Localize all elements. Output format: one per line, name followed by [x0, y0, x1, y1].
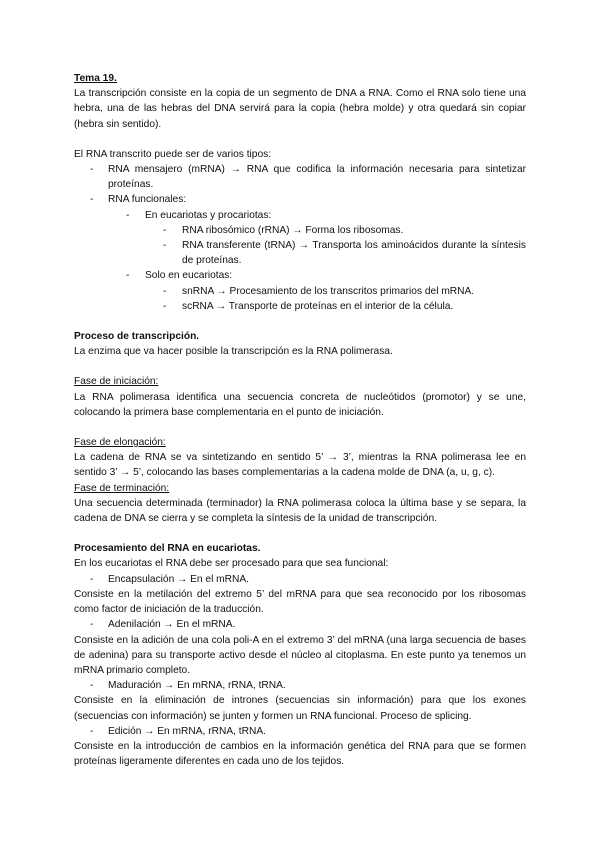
type-snrna: - snRNA → Procesamiento de los transcritos primarios del mRNA.	[145, 284, 526, 299]
types-list	[74, 162, 526, 314]
elongacion-title: Fase de elongación:	[74, 437, 166, 449]
step-text: Consiste en la adición de una cola poli-A en el extremo 3’ del mRNA (una larga secuencia de bases de adenina) para su transporte activo desde el núcleo al citoplasma. En este punto ya tenemos un mRNA primario completo.	[74, 634, 526, 676]
group-eu-pro	[108, 208, 526, 269]
group-solo-eu	[108, 268, 526, 314]
step-text: Consiste en la metilación del extremo 5’ del mRNA para que sea reconocido por los ribosomas como factor de iniciación de la traducción.	[74, 588, 526, 616]
funcionales-sublist	[108, 208, 526, 314]
step-label: - Maduración → En mRNA, rRNA, tRNA.	[74, 678, 526, 693]
step-label: - Adenilación → En el mRNA.	[74, 617, 526, 632]
step-label: - Encapsulación → En el mRNA.	[74, 572, 526, 587]
proceso-heading: Proceso de transcripción.	[74, 331, 200, 343]
proceso-text: La enzima que va hacer posible la transcripción es la RNA polimerasa.	[74, 346, 393, 358]
type-rrna: - RNA ribosómico (rRNA) → Forma los ribosomas.	[145, 223, 526, 238]
terminacion-text: Una secuencia determinada (terminador) la RNA polimerasa coloca la última base y se separa, la cadena de DNA se cierra y se completa la síntesis de la unidad de transcripción.	[74, 497, 526, 525]
eu-pro-sublist	[145, 223, 526, 269]
document-title: Tema 19.	[74, 73, 117, 84]
group-eu-pro-label: En eucariotas y procariotas:	[145, 209, 272, 221]
step-text: Consiste en la introducción de cambios en la información genética del RNA para que se formen proteínas ligeramente diferentes en cada uno de los tejidos.	[74, 740, 526, 768]
type-funcionales-label: RNA funcionales:	[108, 194, 187, 206]
type-funcionales	[74, 192, 526, 314]
group-solo-eu-label: Solo en eucariotas:	[145, 270, 233, 282]
step-label: - Edición → En mRNA, rRNA, tRNA.	[74, 724, 526, 739]
procesamiento-intro: En los eucariotas el RNA debe ser procesado para que sea funcional:	[74, 558, 389, 570]
procesamiento-heading: Procesamiento del RNA en eucariotas.	[74, 543, 261, 555]
types-intro: El RNA transcrito puede ser de varios tipos:	[74, 148, 272, 160]
terminacion-title: Fase de terminación:	[74, 482, 170, 494]
iniciacion-title: Fase de iniciación:	[74, 376, 159, 388]
iniciacion-text: La RNA polimerasa identifica una secuencia concreta de nucleótidos (promotor) y se une, colocando la primera base complementaria en el punto de iniciación.	[74, 391, 526, 418]
type-scrna: - scRNA → Transporte de proteínas en el interior de la célula.	[145, 299, 526, 314]
type-mrna: - RNA mensajero (mRNA) → RNA que codifica la información necesaria para sintetizar proteínas.	[74, 162, 526, 192]
intro-paragraph: La transcripción consiste en la copia de un segmento de DNA a RNA. Como el RNA solo tiene una hebra, una de las hebras del DNA servirá para la copia (hebra molde) y otra quedará sin copiar (hebra sin sentido).	[74, 88, 526, 130]
elongacion-text: La cadena de RNA se va sintetizando en sentido 5’ → 3’, mientras la RNA polimerasa lee en sentido 3’ → 5’, colocando las bases complementarias a la cadena molde de DNA (a, u, g, c).	[74, 452, 526, 479]
solo-eu-sublist	[145, 284, 526, 314]
type-trna: - RNA transferente (tRNA) → Transporta los aminoácidos durante la síntesis de proteínas.	[145, 238, 526, 268]
step-text: Consiste en la eliminación de intrones (secuencias sin información) para que los exones (secuencias con información) se junten y formen un RNA funcional. Proceso de splicing.	[74, 695, 526, 722]
